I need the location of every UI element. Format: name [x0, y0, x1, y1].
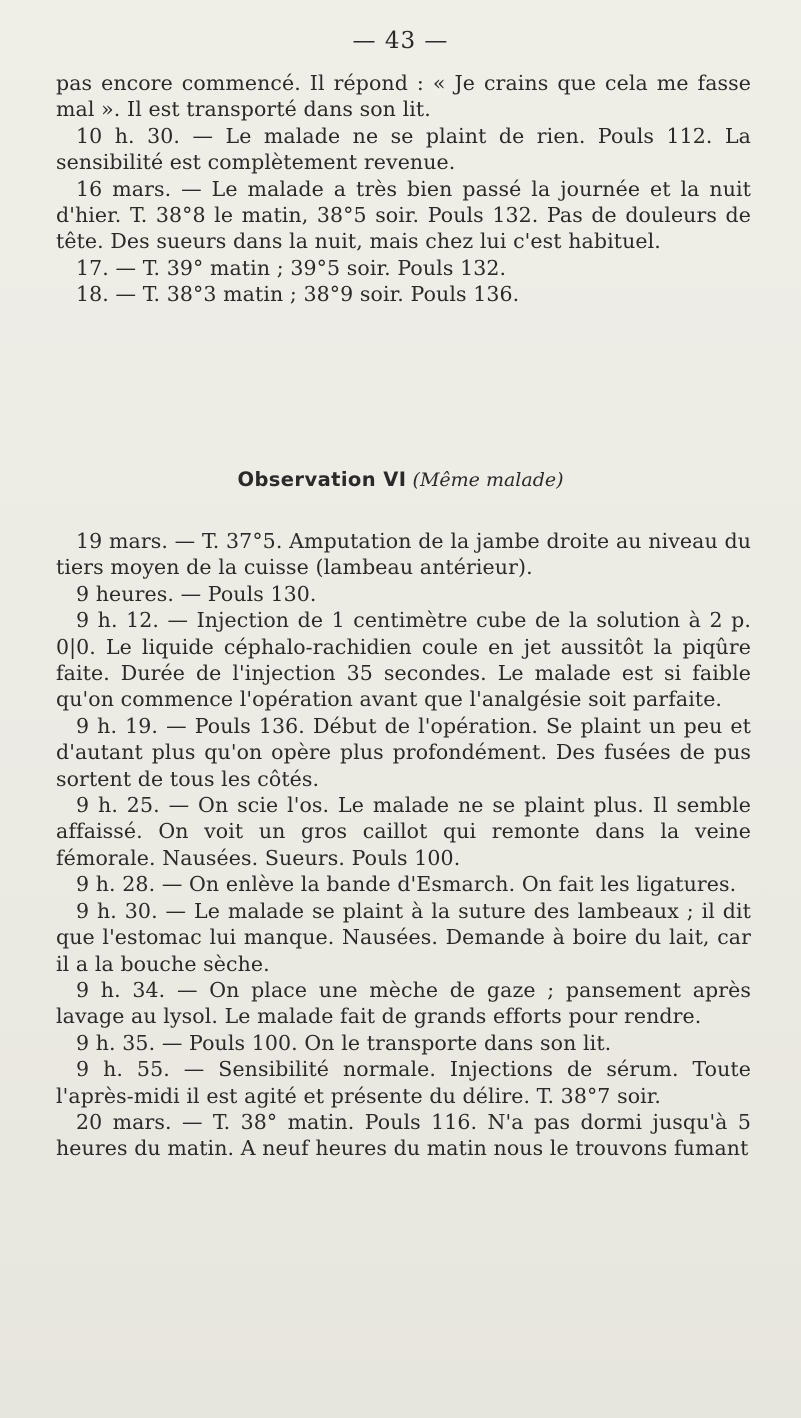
paragraph: 20 mars. — T. 38° matin. Pouls 116. N'a pas dormi jusqu'à 5 heures du matin. A neuf heures du matin nous le trouvons fumant	[56, 1109, 751, 1161]
paragraph: 9 h. 34. — On place une mèche de gaze ; pansement après lavage au lysol. Le malade fait de grands efforts pour rendre.	[56, 977, 751, 1029]
paragraph: 18. — T. 38°3 matin ; 38°9 soir. Pouls 136.	[76, 282, 520, 307]
paragraph: 10 h. 30. — Le malade ne se plaint de rien. Pouls 112. La sensibilité est complètement revenue.	[56, 123, 751, 175]
paragraph: 9 h. 35. — Pouls 100. On le transporte dans son lit.	[76, 1030, 612, 1055]
paragraph: 9 h. 30. — Le malade se plaint à la suture des lambeaux ; il dit que l'estomac lui manque. Nausées. Demande à boire du lait, car il a la bouche sèche.	[56, 898, 751, 976]
page-number: — 43 —	[352, 28, 449, 54]
observation-subtitle: (Même malade)	[412, 469, 564, 491]
text-block-observation	[56, 528, 751, 1162]
paragraph: 16 mars. — Le malade a très bien passé la journée et la nuit d'hier. T. 38°8 le matin, 38°5 soir. Pouls 132. Pas de douleurs de tête. Des sueurs dans la nuit, mais chez lui c'est habituel.	[56, 176, 751, 254]
text-block-top	[56, 70, 751, 308]
paragraph: 9 h. 55. — Sensibilité normale. Injections de sérum. Toute l'après-midi il est agité et présente du délire. T. 38°7 soir.	[56, 1057, 751, 1108]
paragraph: 19 mars. — T. 37°5. Amputation de la jambe droite au niveau du tiers moyen de la cuisse (lambeau antérieur).	[56, 529, 751, 580]
observation-title: Observation VI	[237, 468, 407, 491]
paragraph: 9 h. 28. — On enlève la bande d'Esmarch. On fait les ligatures.	[76, 872, 737, 897]
paragraph: 9 heures. — Pouls 130.	[76, 581, 317, 606]
paragraph: 9 h. 19. — Pouls 136. Début de l'opération. Se plaint un peu et d'autant plus qu'on opère plus profondément. Des fusées de pus sortent de tous les côtés.	[56, 713, 751, 791]
observation-heading	[0, 468, 801, 491]
paragraph: 9 h. 12. — Injection de 1 centimètre cube de la solution à 2 p. 0|0. Le liquide céphalo-rachidien coule en jet aussitôt la piqûre faite. Durée de l'injection 35 secondes. Le malade est si faible qu'on commence l'opération avant que l'analgésie soit parfaite.	[56, 608, 751, 712]
paragraph: pas encore commencé. Il répond : « Je crains que cela me fasse mal ». Il est transporté dans son lit.	[56, 71, 751, 122]
paragraph: 9 h. 25. — On scie l'os. Le malade ne se plaint plus. Il semble affaissé. On voit un gros caillot qui remonte dans la veine fémorale. Nausées. Sueurs. Pouls 100.	[56, 793, 751, 870]
paragraph: 17. — T. 39° matin ; 39°5 soir. Pouls 132.	[76, 255, 507, 280]
